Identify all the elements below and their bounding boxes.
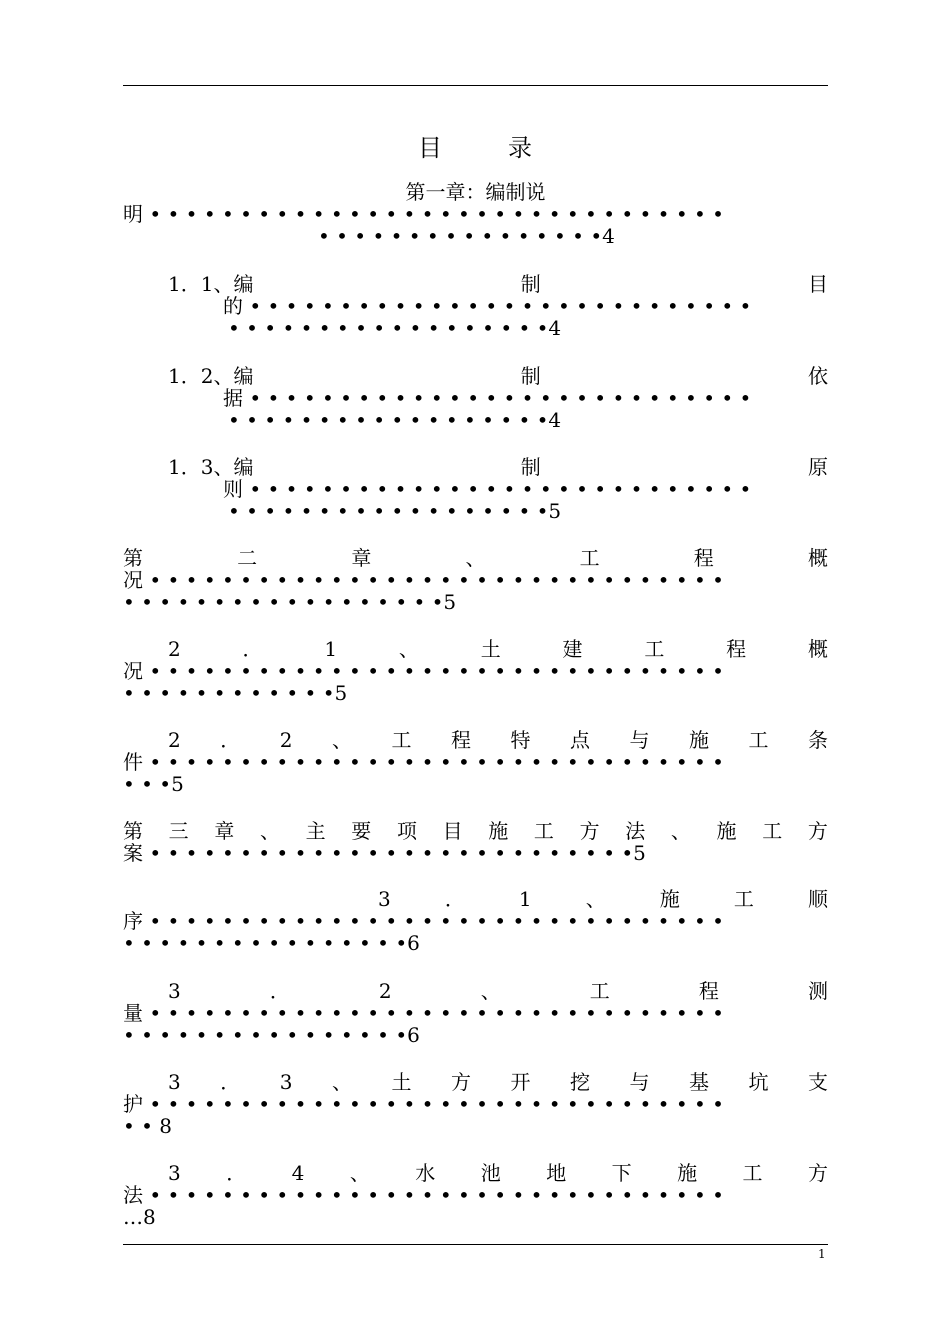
toc-word: 土 [391,1070,412,1094]
page-title [0,128,950,163]
toc-entry-2-2-line-1 [168,728,828,752]
toc-entry-2-1-line-1 [168,637,828,661]
toc-word: 水 [415,1161,436,1185]
toc-word: 施 [488,819,509,843]
toc-entry-3-1-line-1 [378,887,828,911]
toc-word: 顺 [807,887,828,911]
toc-word: 下 [611,1161,632,1185]
toc-word: 制 [520,455,541,479]
toc-word: 3 [378,887,391,911]
toc-word: ． [269,979,290,1003]
toc-word: 坑 [748,1070,769,1094]
footer-rule [123,1244,828,1245]
page-number: 1 [818,1247,826,1261]
title-char-left: 目 [418,134,442,162]
toc-word: 2 [279,728,293,752]
toc-entry-ch2-line-3: • • • • • • • • • • • • • • • • • •5 [123,590,457,614]
toc-word: 主 [305,819,326,843]
toc-word: 施 [659,887,680,911]
toc-entry-2-2-line-2: 件 • • • • • • • • • • • • • • • • • • • • • • • • • • • • • • • • [123,750,724,774]
toc-word: 、 [259,819,280,843]
toc-word: 工 [733,887,754,911]
toc-word: 方 [450,1070,471,1094]
toc-entry-1-2-line-3: • • • • • • • • • • • • • • • • • •4 [228,408,562,432]
toc-word: 开 [510,1070,531,1094]
toc-entry-2-1-line-3: • • • • • • • • • • • •5 [123,681,348,705]
toc-word: 概 [807,637,828,661]
toc-word: 工 [762,819,783,843]
toc-word: 挖 [569,1070,590,1094]
toc-word: 三 [168,819,189,843]
toc-word: 3 [168,979,181,1003]
toc-word: 特 [510,728,531,752]
toc-word: 制 [520,272,541,296]
toc-word: 1．3、编 [168,455,254,479]
toc-word: 程 [726,637,747,661]
toc-word: 施 [677,1161,698,1185]
toc-word: 2 [168,728,181,752]
toc-word: ． [226,1161,247,1185]
title-char-right: 录 [508,134,532,162]
toc-word: 程 [698,979,719,1003]
toc-word: 、 [331,728,352,752]
toc-word: ． [242,637,263,661]
toc-word: 程 [693,546,714,570]
toc-entry-1-1-line-3: • • • • • • • • • • • • • • • • • •4 [228,316,562,340]
toc-word: ． [444,887,465,911]
toc-word: ． [220,728,241,752]
toc-entry-3-4-line-3: …8 [123,1205,156,1229]
toc-word: 原 [807,455,828,479]
toc-word: 方 [579,819,600,843]
toc-word: 池 [480,1161,501,1185]
toc-word: 程 [450,728,471,752]
toc-word: 与 [629,1070,650,1094]
toc-word: 基 [688,1070,709,1094]
toc-word: 点 [569,728,590,752]
toc-entry-ch1-line-1: 第一章：编制说 [405,180,546,204]
toc-word: 工 [644,637,665,661]
toc-word: 支 [807,1070,828,1094]
toc-word: 章 [351,546,372,570]
toc-word: 、 [480,979,501,1003]
toc-word: 、 [585,887,606,911]
toc-word: 方 [807,819,828,843]
toc-word: 1 [518,887,532,911]
toc-word: 二 [237,546,258,570]
toc-word: 3 [279,1070,293,1094]
toc-entry-ch2-line-1 [123,546,828,570]
toc-word: 1．1、编 [168,272,254,296]
toc-word: 3 [168,1070,181,1094]
toc-word: 依 [807,364,828,388]
toc-word: 、 [349,1161,370,1185]
toc-word: 目 [442,819,463,843]
toc-entry-3-3-line-2: 护 • • • • • • • • • • • • • • • • • • • • • • • • • • • • • • • • [123,1092,724,1116]
toc-entry-ch3-line-2: 案 • • • • • • • • • • • • • • • • • • • • • • • • • • •5 [123,841,646,865]
toc-word: 制 [520,364,541,388]
toc-entry-ch3-line-1 [123,819,828,843]
toc-entry-3-4-line-2: 法 • • • • • • • • • • • • • • • • • • • • • • • • • • • • • • • • [123,1183,724,1207]
toc-word: 测 [807,979,828,1003]
toc-word: 、 [465,546,486,570]
toc-word: 工 [742,1161,763,1185]
toc-entry-3-1-line-3: • • • • • • • • • • • • • • • •6 [123,931,420,955]
toc-word: 条 [807,728,828,752]
toc-entry-1-1-line-2: 的 • • • • • • • • • • • • • • • • • • • • • • • • • • • • [223,294,752,318]
toc-word: 建 [562,637,583,661]
toc-word: 工 [579,546,600,570]
toc-word: 方 [808,1161,828,1185]
toc-word: 目 [807,272,828,296]
toc-entry-2-1-line-2: 况 • • • • • • • • • • • • • • • • • • • • • • • • • • • • • • • • [123,659,724,683]
toc-word: 3 [168,1161,181,1185]
toc-word: 概 [807,546,828,570]
toc-word: 地 [546,1161,567,1185]
toc-entry-1-2-line-1 [168,364,828,388]
header-rule [123,85,828,86]
toc-word: 章 [214,819,235,843]
toc-word: 项 [396,819,417,843]
toc-entry-1-3-line-1 [168,455,828,479]
toc-word: 第 [123,546,143,570]
toc-word: 、 [331,1070,352,1094]
toc-entry-3-3-line-3: • • 8 [123,1114,173,1138]
toc-entry-1-3-line-2: 则 • • • • • • • • • • • • • • • • • • • • • • • • • • • • [223,477,752,501]
toc-word: 4 [291,1161,305,1185]
toc-word: 工 [589,979,610,1003]
toc-word: 1．2、编 [168,364,254,388]
toc-entry-3-4-line-1 [168,1161,828,1185]
toc-word: 、 [670,819,691,843]
toc-entry-1-1-line-1 [168,272,828,296]
toc-word: 1 [324,637,338,661]
toc-word: 第 [123,819,143,843]
toc-entry-ch1-line-2: 明 • • • • • • • • • • • • • • • • • • • • • • • • • • • • • • • • [123,202,724,226]
toc-word: ． [220,1070,241,1094]
toc-word: 要 [351,819,372,843]
toc-entry-2-2-line-3: • • •5 [123,772,184,796]
toc-entry-1-2-line-2: 据 • • • • • • • • • • • • • • • • • • • • • • • • • • • • [223,386,752,410]
toc-word: 2 [378,979,392,1003]
toc-word: 法 [625,819,646,843]
toc-entry-ch1-line-3: • • • • • • • • • • • • • • • •4 [318,224,615,248]
toc-word: 2 [168,637,181,661]
toc-word: 工 [748,728,769,752]
toc-word: 工 [391,728,412,752]
toc-word: 与 [629,728,650,752]
toc-word: 工 [533,819,554,843]
toc-entry-1-3-line-3: • • • • • • • • • • • • • • • • • •5 [228,499,562,523]
toc-word: 施 [716,819,737,843]
toc-word: 、 [398,637,419,661]
toc-entry-ch2-line-2: 况 • • • • • • • • • • • • • • • • • • • • • • • • • • • • • • • • [123,568,724,592]
toc-entry-3-2-line-2: 量 • • • • • • • • • • • • • • • • • • • • • • • • • • • • • • • • [123,1001,724,1025]
toc-word: 施 [688,728,709,752]
toc-entry-3-2-line-1 [168,979,828,1003]
toc-entry-3-3-line-1 [168,1070,828,1094]
toc-entry-3-2-line-3: • • • • • • • • • • • • • • • •6 [123,1023,420,1047]
toc-entry-3-1-line-2: 序 • • • • • • • • • • • • • • • • • • • • • • • • • • • • • • • • [123,909,724,933]
toc-word: 土 [480,637,501,661]
